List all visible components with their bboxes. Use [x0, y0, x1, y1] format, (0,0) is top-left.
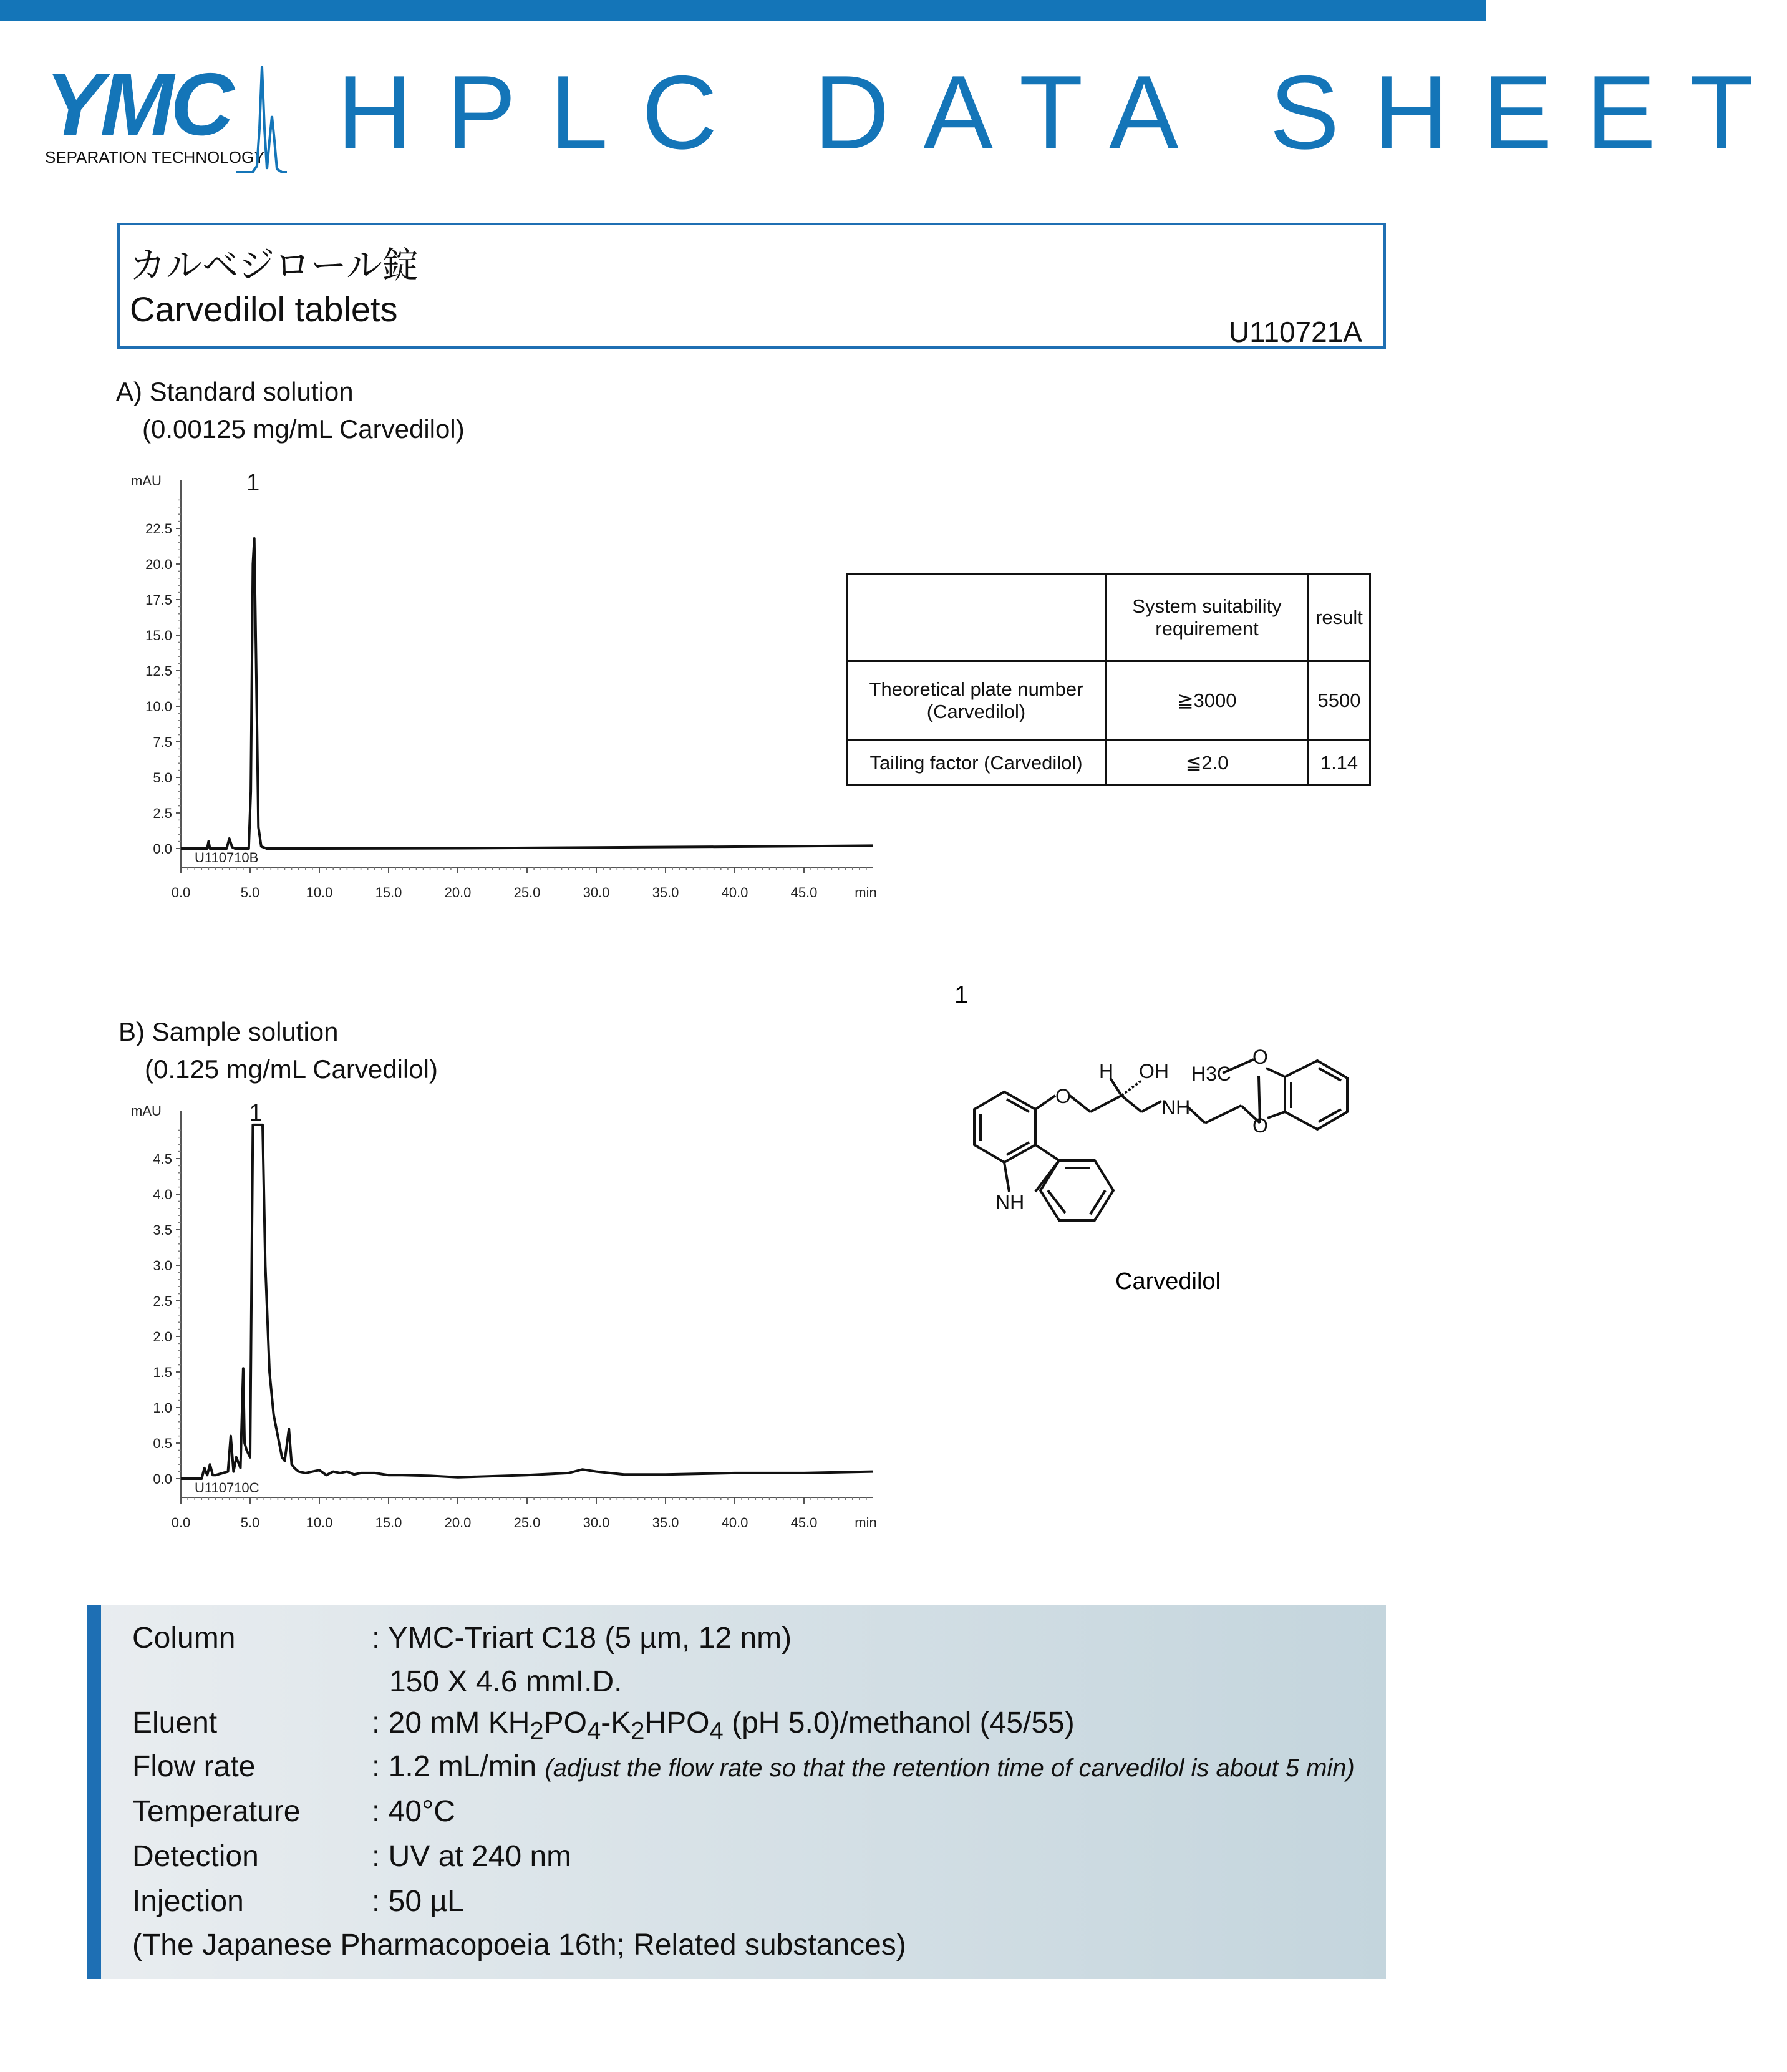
condition-label: Eluent	[132, 1706, 218, 1739]
conditions-accent-bar	[87, 1605, 101, 1979]
table-header-row	[847, 574, 1370, 661]
x-tick-label: 45.0	[790, 885, 818, 900]
y-axis-unit: mAU	[131, 473, 162, 489]
condition-value: 150 X 4.6 mmI.D.	[389, 1665, 622, 1698]
x-tick-label: 40.0	[721, 1515, 748, 1530]
condition-value: : 1.2 mL/min	[372, 1750, 537, 1783]
section-b-title: B) Sample solution	[119, 1017, 339, 1046]
y-tick-label: 4.5	[153, 1151, 172, 1167]
y-tick-label: 7.5	[153, 734, 172, 750]
x-tick-label: 0.0	[171, 885, 191, 900]
y-tick-label: 4.0	[153, 1187, 172, 1202]
y-axis-unit: mAU	[131, 1103, 162, 1119]
x-tick-label: 35.0	[652, 1515, 679, 1530]
structure-h: H	[1099, 1060, 1114, 1082]
x-tick-label: 20.0	[444, 1515, 472, 1530]
x-tick-label: 30.0	[583, 1515, 610, 1530]
table-header-requirement: System suitability requirement	[1106, 574, 1309, 661]
x-tick-label: 5.0	[240, 885, 260, 900]
table-header-empty	[847, 574, 1106, 661]
x-tick-label: 35.0	[652, 885, 679, 900]
condition-label: Detection	[132, 1840, 259, 1873]
x-tick-label: 5.0	[240, 1515, 260, 1530]
table-row-item: Tailing factor (Carvedilol)	[847, 741, 1106, 786]
section-a-title: A) Standard solution	[116, 377, 354, 406]
y-tick-label: 5.0	[153, 770, 172, 786]
compound-name-japanese: カルベジロール錠	[130, 244, 419, 286]
structure-o1: O	[1055, 1085, 1071, 1107]
chromatogram-b	[112, 1098, 892, 1560]
page-title: HPLC DATA SHEET	[337, 54, 1787, 171]
condition-value-wrap	[372, 1749, 1355, 1784]
table-row	[847, 741, 1370, 786]
logo-tagline: SEPARATION TECHNOLOGY	[45, 148, 265, 167]
structure-o2: O	[1252, 1046, 1268, 1068]
condition-value: : YMC-Triart C18 (5 µm, 12 nm)	[372, 1622, 792, 1655]
conditions-footnote: (The Japanese Pharmacopoeia 16th; Related substances)	[132, 1929, 906, 1962]
chromatogram-a	[112, 468, 892, 917]
y-tick-label: 3.0	[153, 1258, 172, 1273]
y-tick-label: 2.5	[153, 1293, 172, 1309]
condition-value: : 50 µL	[372, 1885, 464, 1918]
ymc-logo	[37, 41, 287, 178]
table-row	[847, 661, 1370, 741]
y-tick-label: 3.5	[153, 1222, 172, 1238]
x-tick-label: 25.0	[513, 1515, 541, 1530]
x-tick-label: 10.0	[306, 1515, 333, 1530]
y-tick-label: 1.5	[153, 1364, 172, 1380]
table-header-result: result	[1309, 574, 1370, 661]
condition-label: Flow rate	[132, 1750, 256, 1783]
carvedilol-structure	[936, 973, 1435, 1323]
chromatogram-trace	[181, 1125, 873, 1479]
table-row-result: 1.14	[1309, 741, 1370, 786]
y-tick-label: 17.5	[145, 592, 172, 608]
condition-label: Injection	[132, 1885, 244, 1918]
y-tick-label: 0.0	[153, 841, 172, 857]
y-tick-label: 20.0	[145, 557, 172, 572]
structure-compound-name: Carvedilol	[1115, 1268, 1221, 1295]
x-tick-label: 20.0	[444, 885, 472, 900]
table-row-requirement: ≧3000	[1106, 661, 1309, 741]
x-tick-label: 25.0	[513, 885, 541, 900]
structure-nh-chain: NH	[1161, 1096, 1191, 1119]
section-a-subtitle: (0.00125 mg/mL Carvedilol)	[142, 414, 465, 444]
x-tick-label: 45.0	[790, 1515, 818, 1530]
x-tick-label: 40.0	[721, 885, 748, 900]
logo-brand-text: YMC	[45, 55, 231, 154]
condition-value: : UV at 240 nm	[372, 1840, 572, 1873]
table-row-result: 5500	[1309, 661, 1370, 741]
structure-h3c: H3C	[1191, 1063, 1232, 1085]
condition-label: Column	[132, 1622, 236, 1655]
document-code: U110721A	[1229, 316, 1362, 348]
peak-label: 1	[249, 1100, 263, 1126]
y-tick-label: 22.5	[145, 521, 172, 537]
x-tick-label: 30.0	[583, 885, 610, 900]
condition-label: Temperature	[132, 1795, 301, 1828]
system-suitability-table	[846, 573, 1371, 786]
y-tick-label: 0.0	[153, 1471, 172, 1487]
y-tick-label: 15.0	[145, 628, 172, 643]
y-tick-label: 2.0	[153, 1329, 172, 1345]
structure-nh-ring: NH	[995, 1191, 1025, 1214]
table-row-item: Theoretical plate number (Carvedilol)	[847, 661, 1106, 741]
data-file-label: U110710B	[195, 850, 259, 865]
top-accent-bar	[0, 0, 1486, 21]
hplc-conditions-panel	[87, 1605, 1386, 1979]
structure-o3: O	[1252, 1114, 1268, 1137]
y-tick-label: 0.5	[153, 1436, 172, 1451]
structure-bonds	[974, 1059, 1347, 1220]
y-tick-label: 12.5	[145, 663, 172, 679]
x-tick-label: 10.0	[306, 885, 333, 900]
table-row-requirement: ≦2.0	[1106, 741, 1309, 786]
x-tick-label: 0.0	[171, 1515, 191, 1530]
y-tick-label: 10.0	[145, 699, 172, 714]
y-tick-label: 1.0	[153, 1400, 172, 1416]
x-tick-label: 15.0	[375, 1515, 402, 1530]
condition-value: : 40°C	[372, 1795, 455, 1828]
y-tick-label: 2.5	[153, 805, 172, 821]
x-axis-unit: min	[855, 1515, 877, 1530]
section-b-subtitle: (0.125 mg/mL Carvedilol)	[145, 1054, 438, 1084]
structure-peak-number: 1	[954, 981, 969, 1009]
peak-label: 1	[246, 470, 260, 496]
x-axis-unit: min	[855, 885, 877, 900]
x-tick-label: 15.0	[375, 885, 402, 900]
condition-value: : 20 mM $KH_2PO_4-K_2HPO_4$ (pH 5.0)/methanol (45/55)	[372, 1706, 1075, 1745]
data-file-label: U110710C	[195, 1480, 259, 1496]
structure-oh: OH	[1139, 1060, 1169, 1082]
chromatogram-trace	[181, 538, 873, 849]
condition-note: (adjust the flow rate so that the retention time of carvedilol is about 5 min)	[545, 1754, 1355, 1782]
compound-name-english: Carvedilol tablets	[130, 289, 398, 329]
